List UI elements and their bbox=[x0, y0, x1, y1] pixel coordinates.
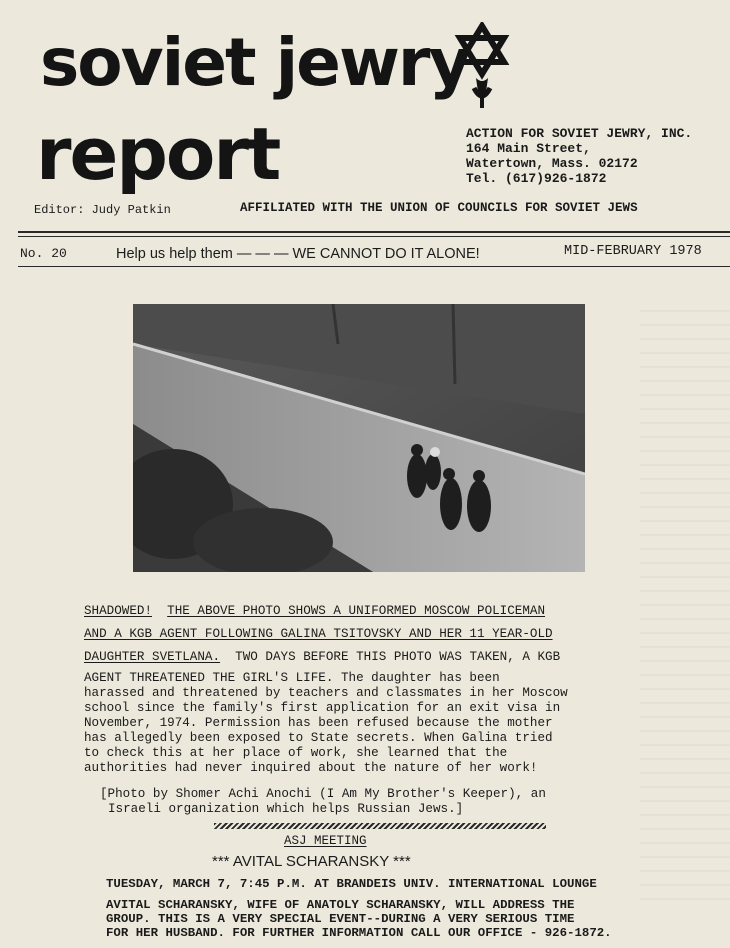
decorative-divider bbox=[214, 823, 546, 829]
affiliation-line: AFFILIATED WITH THE UNION OF COUNCILS FOR SOVIET JEWS bbox=[240, 201, 638, 215]
org-street: 164 Main Street, bbox=[466, 141, 591, 156]
editor-credit: Editor: Judy Patkin bbox=[34, 203, 171, 217]
caption-line-6: school since the family's first application for an exit visa in bbox=[84, 701, 561, 715]
caption-line-1 bbox=[84, 604, 545, 619]
issue-date: MID-FEBRUARY 1978 bbox=[564, 244, 702, 259]
org-phone: Tel. (617)926-1872 bbox=[466, 171, 607, 186]
top-rule-thin bbox=[18, 236, 730, 237]
meeting-desc-2: GROUP. THIS IS A VERY SPECIAL EVENT--DURING A VERY SERIOUS TIME bbox=[106, 912, 575, 926]
caption-line-7: November, 1974. Permission has been refused because the mother bbox=[84, 716, 553, 730]
org-name: ACTION FOR SOVIET JEWRY, INC. bbox=[466, 126, 693, 141]
star-of-david-icon bbox=[452, 22, 512, 112]
org-city: Watertown, Mass. 02172 bbox=[466, 156, 638, 171]
caption-line-8: has allegedly been exposed to State secrets. When Galina tried bbox=[84, 731, 553, 745]
street-photo-icon bbox=[133, 304, 585, 572]
surveillance-photo bbox=[133, 304, 585, 572]
caption-line-9: to check this at her place of work, she learned that the bbox=[84, 746, 508, 760]
caption-daughter: DAUGHTER SVETLANA. bbox=[84, 650, 221, 664]
caption-line-3 bbox=[84, 650, 560, 665]
caption-line-10: authorities had never inquired about the nature of her work! bbox=[84, 761, 538, 775]
caption-line3-rest: TWO DAYS BEFORE THIS PHOTO WAS TAKEN, A KGB bbox=[235, 650, 561, 664]
caption-line-5: harassed and threatened by teachers and classmates in her Moscow bbox=[84, 686, 568, 700]
masthead-title-line1: soviet jewry bbox=[40, 24, 470, 101]
meeting-heading: ASJ MEETING bbox=[284, 834, 367, 848]
caption-line1-rest: THE ABOVE PHOTO SHOWS A UNIFORMED MOSCOW POLICEMAN bbox=[167, 604, 546, 618]
top-rule bbox=[18, 231, 730, 233]
caption-line-2: AND A KGB AGENT FOLLOWING GALINA TSITOVSKY AND HER 11 YEAR-OLD bbox=[84, 627, 553, 641]
photo-credit-line-1: [Photo by Shomer Achi Anochi (I Am My Brother's Keeper), an bbox=[100, 787, 546, 801]
meeting-desc-3: FOR HER HUSBAND. FOR FURTHER INFORMATION CALL OUR OFFICE - 926-1872. bbox=[106, 926, 612, 940]
meeting-time-place: TUESDAY, MARCH 7, 7:45 P.M. AT BRANDEIS UNIV. INTERNATIONAL LOUNGE bbox=[106, 877, 597, 891]
slogan: Help us help them — — — WE CANNOT DO IT ALONE! bbox=[116, 246, 480, 262]
bleed-through-texture bbox=[640, 300, 730, 900]
photo-credit-line-2: Israeli organization which helps Russian Jews.] bbox=[108, 802, 464, 816]
masthead-title-line2: report bbox=[36, 112, 280, 196]
bottom-rule bbox=[18, 266, 730, 267]
meeting-speaker: *** AVITAL SCHARANSKY *** bbox=[212, 853, 411, 870]
issue-number: No. 20 bbox=[20, 246, 67, 261]
caption-headline: SHADOWED! bbox=[84, 604, 153, 618]
meeting-desc-1: AVITAL SCHARANSKY, WIFE OF ANATOLY SCHARANSKY, WILL ADDRESS THE bbox=[106, 898, 575, 912]
caption-line-4: AGENT THREATENED THE GIRL'S LIFE. The daughter has been bbox=[84, 671, 500, 685]
